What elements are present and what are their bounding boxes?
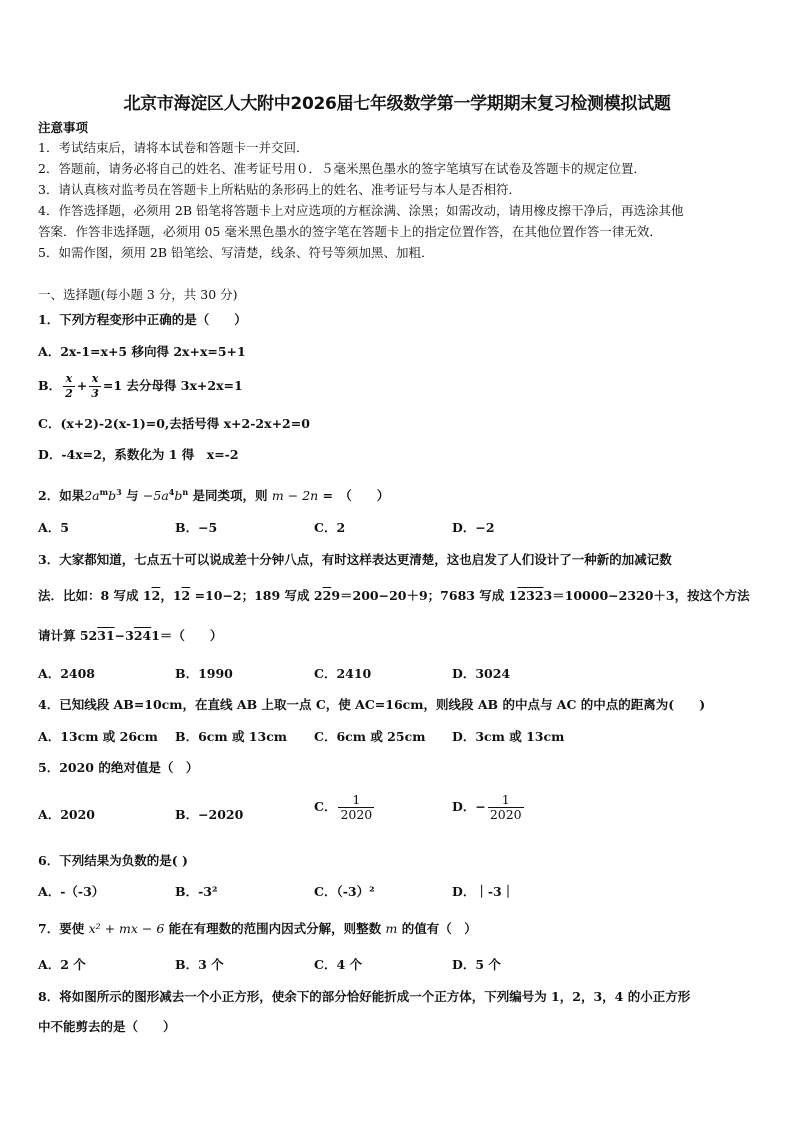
q1-option-c: C．(x+2)-2(x-1)=0,去括号得 x+2-2x+2=0 <box>38 416 310 431</box>
q2-text: 与 <box>121 488 143 503</box>
option-letter: B． <box>38 378 62 393</box>
option-text: =1 去分母得 3x+2x=1 <box>102 378 243 393</box>
q5-option-c <box>314 793 376 822</box>
exponent: 3 <box>116 487 122 497</box>
q3-text: 请计算 52 <box>38 628 98 643</box>
denominator: 3 <box>91 387 99 400</box>
q7-stem <box>38 921 477 937</box>
q5-option-b: B．−2020 <box>175 807 244 822</box>
q3-text: 3＝10000−2320＋3，按这个方法 <box>543 588 750 603</box>
notice-item: 5．如需作图，须用 2B 铅笔绘、写清楚，线条、符号等须加黑、加粗． <box>38 245 434 260</box>
q7-option-b: B．3 个 <box>175 957 224 972</box>
q3-text: 法．比如：8 写成 1 <box>38 588 152 603</box>
notice-item: 1．考试结束后，请将本试卷和答题卡一并交回． <box>38 140 309 155</box>
q2-option-d: D．−2 <box>452 520 495 535</box>
overlined-digits: 2 <box>151 588 161 603</box>
fraction <box>89 372 101 401</box>
q8-line-2: 中不能剪去的是（ ） <box>38 1019 176 1034</box>
numerator: x <box>63 372 75 387</box>
exponent: m <box>99 487 109 497</box>
q1-option-d: D．-4x=2，系数化为 1 得 x=-2 <box>38 447 239 462</box>
q4-option-c: C．6cm 或 25cm <box>314 729 426 744</box>
numerator: x <box>89 372 101 387</box>
overlined-digits: 2 <box>181 588 191 603</box>
q6-stem: 6．下列结果为负数的是( ) <box>38 853 188 868</box>
overlined-digits: 232 <box>517 588 544 603</box>
denominator: 2020 <box>340 807 373 822</box>
q6-option-d: D．｜-3｜ <box>452 884 515 899</box>
q7-text: 7．要使 <box>38 921 89 936</box>
q3-text: 9＝200−20＋9；7683 写成 1 <box>331 588 518 603</box>
q4-option-a: A．13cm 或 26cm <box>38 729 158 744</box>
q2-text: 2．如果 <box>38 488 85 503</box>
fraction <box>488 793 524 822</box>
denominator: 2020 <box>489 807 522 822</box>
q2-option-a: A．5 <box>38 520 69 535</box>
q2-option-b: B．−5 <box>175 520 218 535</box>
q3-text: ，1 <box>160 588 182 603</box>
q7-option-d: D．5 个 <box>452 957 501 972</box>
math-expr: b <box>174 488 183 503</box>
q3-line-2 <box>38 588 750 604</box>
fraction <box>338 793 374 822</box>
overlined-digits: 2 <box>322 588 332 603</box>
math-expr: 2a <box>84 488 100 503</box>
numerator: 1 <box>338 793 374 808</box>
exponent: n <box>182 487 189 497</box>
math-expr: −5a <box>142 488 169 503</box>
q3-text: 1＝（ ） <box>151 628 223 643</box>
option-letter: C． <box>314 799 337 814</box>
q1-stem: 1．下列方程变形中正确的是（ ） <box>38 312 247 327</box>
overlined-digits: 24 <box>133 628 152 643</box>
fraction <box>63 372 75 401</box>
numerator: 1 <box>488 793 524 808</box>
q2-text: = （ ） <box>318 488 390 503</box>
q5-stem: 5．2020 的绝对值是（ ） <box>38 760 199 775</box>
math-expr: x² + mx − 6 <box>88 921 165 936</box>
q2-stem <box>38 484 389 504</box>
section-heading: 一、选择题(每小题 3 分，共 30 分) <box>38 287 238 302</box>
q7-option-a: A．2 个 <box>38 957 86 972</box>
q2-option-c: C．2 <box>314 520 346 535</box>
q5-option-a: A．2020 <box>38 807 95 822</box>
q7-text: 的值有（ ） <box>397 921 477 936</box>
notice-item: 答案．作答非选择题，必须用 05 毫米黑色墨水的签字笔在答题卡上的指定位置作答，在其他位置作答一律无效． <box>38 224 662 239</box>
math-expr: m − 2n <box>271 488 319 503</box>
q3-option-b: B．1990 <box>175 666 233 681</box>
q3-option-a: A．2408 <box>38 666 95 681</box>
q8-line-1: 8．将如图所示的图形减去一个小正方形，使余下的部分恰好能折成一个正方体，下列编号为 1，2，3，4 的小正方形 <box>38 989 691 1004</box>
overlined-digits: 31 <box>97 628 115 643</box>
q3-option-c: C．2410 <box>314 666 372 681</box>
q3-text: =10−2；189 写成 2 <box>190 588 323 603</box>
q3-line-3 <box>38 628 222 644</box>
plus-sign: + <box>76 378 88 393</box>
denominator: 2 <box>65 387 73 400</box>
q4-option-b: B．6cm 或 13cm <box>175 729 288 744</box>
notice-item: 4．作答选择题，必须用 2B 铅笔将答题卡上对应选项的方框涂满、涂黑；如需改动，请用橡皮擦干净后，再选涂其他 <box>38 203 684 218</box>
notice-item: 3．请认真核对监考员在答题卡上所粘贴的条形码上的姓名、准考证号与本人是否相符． <box>38 182 521 197</box>
q7-text: 能在有理数的范围内因式分解，则整数 <box>164 921 386 936</box>
q3-text: −3 <box>114 628 134 643</box>
exponent: 4 <box>168 487 175 497</box>
q2-text: 是同类项，则 <box>188 488 272 503</box>
q7-option-c: C．4 个 <box>314 957 362 972</box>
q5-option-d <box>452 793 526 822</box>
q1-option-a: A．2x-1=x+5 移向得 2x+x=5+1 <box>38 344 246 359</box>
page-title: 北京市海淀区人大附中2026届七年级数学第一学期期末复习检测模拟试题 <box>123 94 671 114</box>
math-expr: b <box>108 488 117 503</box>
q1-option-b <box>38 372 243 401</box>
notice-heading: 注意事项 <box>38 120 89 135</box>
notice-item: 2．答题前，请务必将自己的姓名、准考证号用０．５毫米黑色墨水的签字笔填写在试卷及答题卡的规定位置． <box>38 161 646 176</box>
q4-stem: 4．已知线段 AB=10cm，在直线 AB 上取一点 C，使 AC=16cm，则线段 AB 的中点与 AC 的中点的距离为( ) <box>38 697 706 712</box>
math-var: m <box>385 921 398 936</box>
option-letter: D．− <box>452 799 486 814</box>
q4-option-d: D．3cm 或 13cm <box>452 729 565 744</box>
q3-option-d: D．3024 <box>452 666 511 681</box>
q6-option-b: B．-3² <box>175 884 218 899</box>
q6-option-c: C．（-3）² <box>314 884 375 899</box>
q6-option-a: A．-（-3） <box>38 884 105 899</box>
q3-line-1: 3．大家都知道，七点五十可以说成差十分钟八点，有时这样表达更清楚，这也启发了人们设计了一种新的加减记数 <box>38 552 672 567</box>
